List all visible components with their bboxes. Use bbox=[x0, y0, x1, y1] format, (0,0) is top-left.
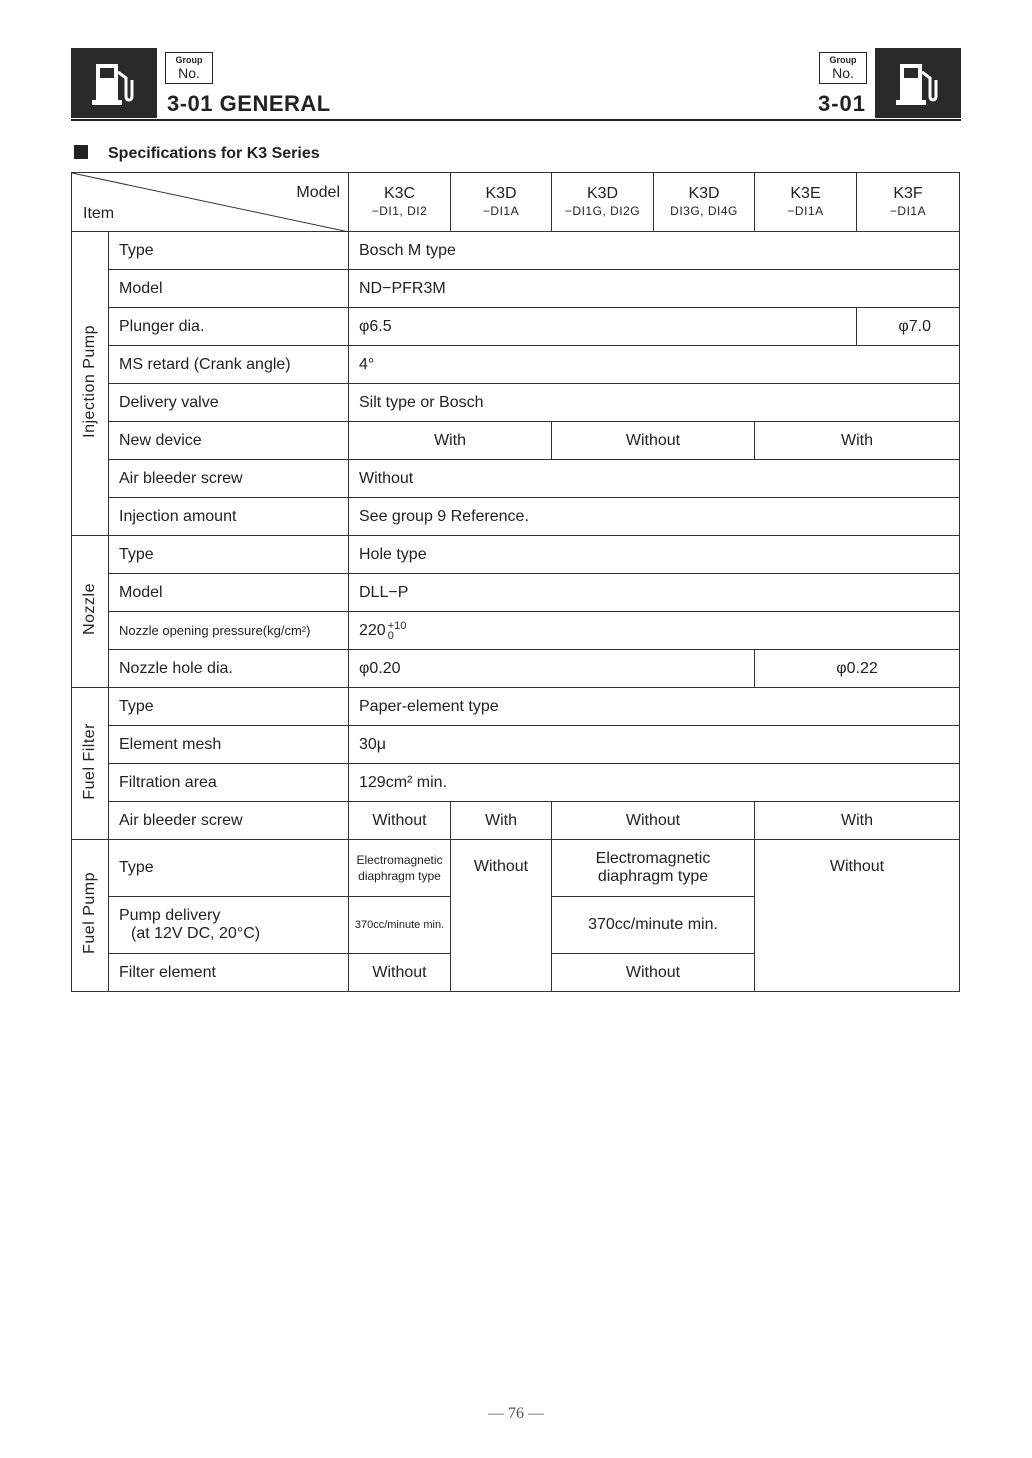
table-row bbox=[72, 232, 960, 270]
table-row bbox=[72, 346, 960, 384]
item-label: Nozzle hole dia. bbox=[109, 650, 349, 688]
table-row bbox=[72, 498, 960, 536]
item-label: Pump delivery (at 12V DC, 20°C) bbox=[109, 897, 349, 954]
spec-table bbox=[71, 172, 960, 992]
table-row bbox=[72, 726, 960, 764]
value-cell: Without bbox=[349, 460, 960, 498]
table-header-row bbox=[72, 173, 960, 232]
item-label: Air bleeder screw bbox=[109, 460, 349, 498]
section-title: GENERAL bbox=[219, 91, 331, 116]
corner-model-label: Model bbox=[296, 184, 340, 201]
value-cell: Without bbox=[552, 422, 755, 460]
group-fuel-pump: Fuel Pump bbox=[72, 840, 109, 992]
section-heading-text: Specifications for K3 Series bbox=[108, 145, 320, 162]
table-row bbox=[72, 308, 960, 346]
model-header: K3D −DI1A bbox=[451, 173, 552, 232]
value-cell: ND−PFR3M bbox=[349, 270, 960, 308]
model-header: K3F −DI1A bbox=[857, 173, 960, 232]
value-cell: Electromagnetic diaphragm type bbox=[349, 840, 451, 897]
value-cell: With bbox=[349, 422, 552, 460]
group-label: Group bbox=[175, 55, 203, 65]
value-cell: 4° bbox=[349, 346, 960, 384]
table-row bbox=[72, 840, 960, 897]
model-header: K3D DI3G, DI4G bbox=[654, 173, 755, 232]
item-label: Plunger dia. bbox=[109, 308, 349, 346]
value-cell: Without bbox=[349, 802, 451, 840]
item-label: Delivery valve bbox=[109, 384, 349, 422]
value-cell: Without bbox=[349, 954, 451, 992]
value-cell: Bosch M type bbox=[349, 232, 960, 270]
model-header: K3E −DI1A bbox=[755, 173, 857, 232]
value-cell: Without bbox=[755, 840, 960, 992]
table-row bbox=[72, 612, 960, 650]
value-cell: Hole type bbox=[349, 536, 960, 574]
value-cell: φ0.20 bbox=[349, 650, 755, 688]
item-label: Injection amount bbox=[109, 498, 349, 536]
table-row bbox=[72, 688, 960, 726]
page-header bbox=[71, 48, 961, 122]
table-row bbox=[72, 574, 960, 612]
value-cell: Without bbox=[552, 954, 755, 992]
corner-cell bbox=[72, 173, 349, 232]
value-cell: φ7.0 bbox=[857, 308, 960, 346]
section-code: 3-01 bbox=[167, 91, 214, 116]
page-title bbox=[167, 91, 331, 117]
value-cell: See group 9 Reference. bbox=[349, 498, 960, 536]
value-cell: 220 +10 0 bbox=[349, 612, 960, 650]
model-header: K3D −DI1G, DI2G bbox=[552, 173, 654, 232]
value-cell: Without bbox=[451, 840, 552, 992]
table-row bbox=[72, 270, 960, 308]
item-label: New device bbox=[109, 422, 349, 460]
group-number-box-right bbox=[819, 52, 867, 84]
group-nozzle: Nozzle bbox=[72, 536, 109, 688]
value-cell: 370cc/minute min. bbox=[552, 897, 755, 954]
item-label: Type bbox=[109, 840, 349, 897]
value-cell: 30μ bbox=[349, 726, 960, 764]
fuel-pump-icon bbox=[875, 48, 961, 118]
no-label: No. bbox=[178, 65, 200, 81]
value-cell: Without bbox=[552, 802, 755, 840]
group-number-box bbox=[165, 52, 213, 84]
item-label: Filtration area bbox=[109, 764, 349, 802]
corner-item-label: Item bbox=[83, 205, 115, 222]
table-row bbox=[72, 764, 960, 802]
value-cell: 370cc/minute min. bbox=[349, 897, 451, 954]
item-label: Type bbox=[109, 688, 349, 726]
item-label: Air bleeder screw bbox=[109, 802, 349, 840]
item-label: Model bbox=[109, 574, 349, 612]
page-number: — 76 — bbox=[488, 1405, 544, 1422]
value-cell: Electromagnetic diaphragm type bbox=[552, 840, 755, 897]
item-label: MS retard (Crank angle) bbox=[109, 346, 349, 384]
table-row bbox=[72, 802, 960, 840]
group-label-right: Group bbox=[829, 55, 857, 65]
value-cell: With bbox=[755, 422, 960, 460]
section-code-right: 3-01 bbox=[817, 91, 866, 116]
table-row bbox=[72, 650, 960, 688]
value-cell: φ0.22 bbox=[755, 650, 960, 688]
no-label-right: No. bbox=[832, 65, 854, 81]
table-row bbox=[72, 536, 960, 574]
item-label: Filter element bbox=[109, 954, 349, 992]
item-label: Element mesh bbox=[109, 726, 349, 764]
value-cell: With bbox=[451, 802, 552, 840]
group-injection-pump: Injection Pump bbox=[72, 232, 109, 536]
value-cell: Silt type or Bosch bbox=[349, 384, 960, 422]
item-label: Type bbox=[109, 232, 349, 270]
table-row bbox=[72, 422, 960, 460]
header-rule bbox=[71, 119, 961, 121]
model-header: K3C −DI1, DI2 bbox=[349, 173, 451, 232]
value-cell: DLL−P bbox=[349, 574, 960, 612]
value-cell: With bbox=[755, 802, 960, 840]
fuel-pump-icon bbox=[71, 48, 157, 118]
value-cell: φ6.5 bbox=[349, 308, 857, 346]
value-cell: 129cm² min. bbox=[349, 764, 960, 802]
item-label: Nozzle opening pressure(kg/cm²) bbox=[109, 612, 349, 650]
section-heading bbox=[74, 145, 320, 163]
value-cell: Paper-element type bbox=[349, 688, 960, 726]
table-row bbox=[72, 460, 960, 498]
item-label: Model bbox=[109, 270, 349, 308]
group-fuel-filter: Fuel Filter bbox=[72, 688, 109, 840]
table-row bbox=[72, 384, 960, 422]
item-label: Type bbox=[109, 536, 349, 574]
bullet-square-icon bbox=[74, 145, 88, 159]
